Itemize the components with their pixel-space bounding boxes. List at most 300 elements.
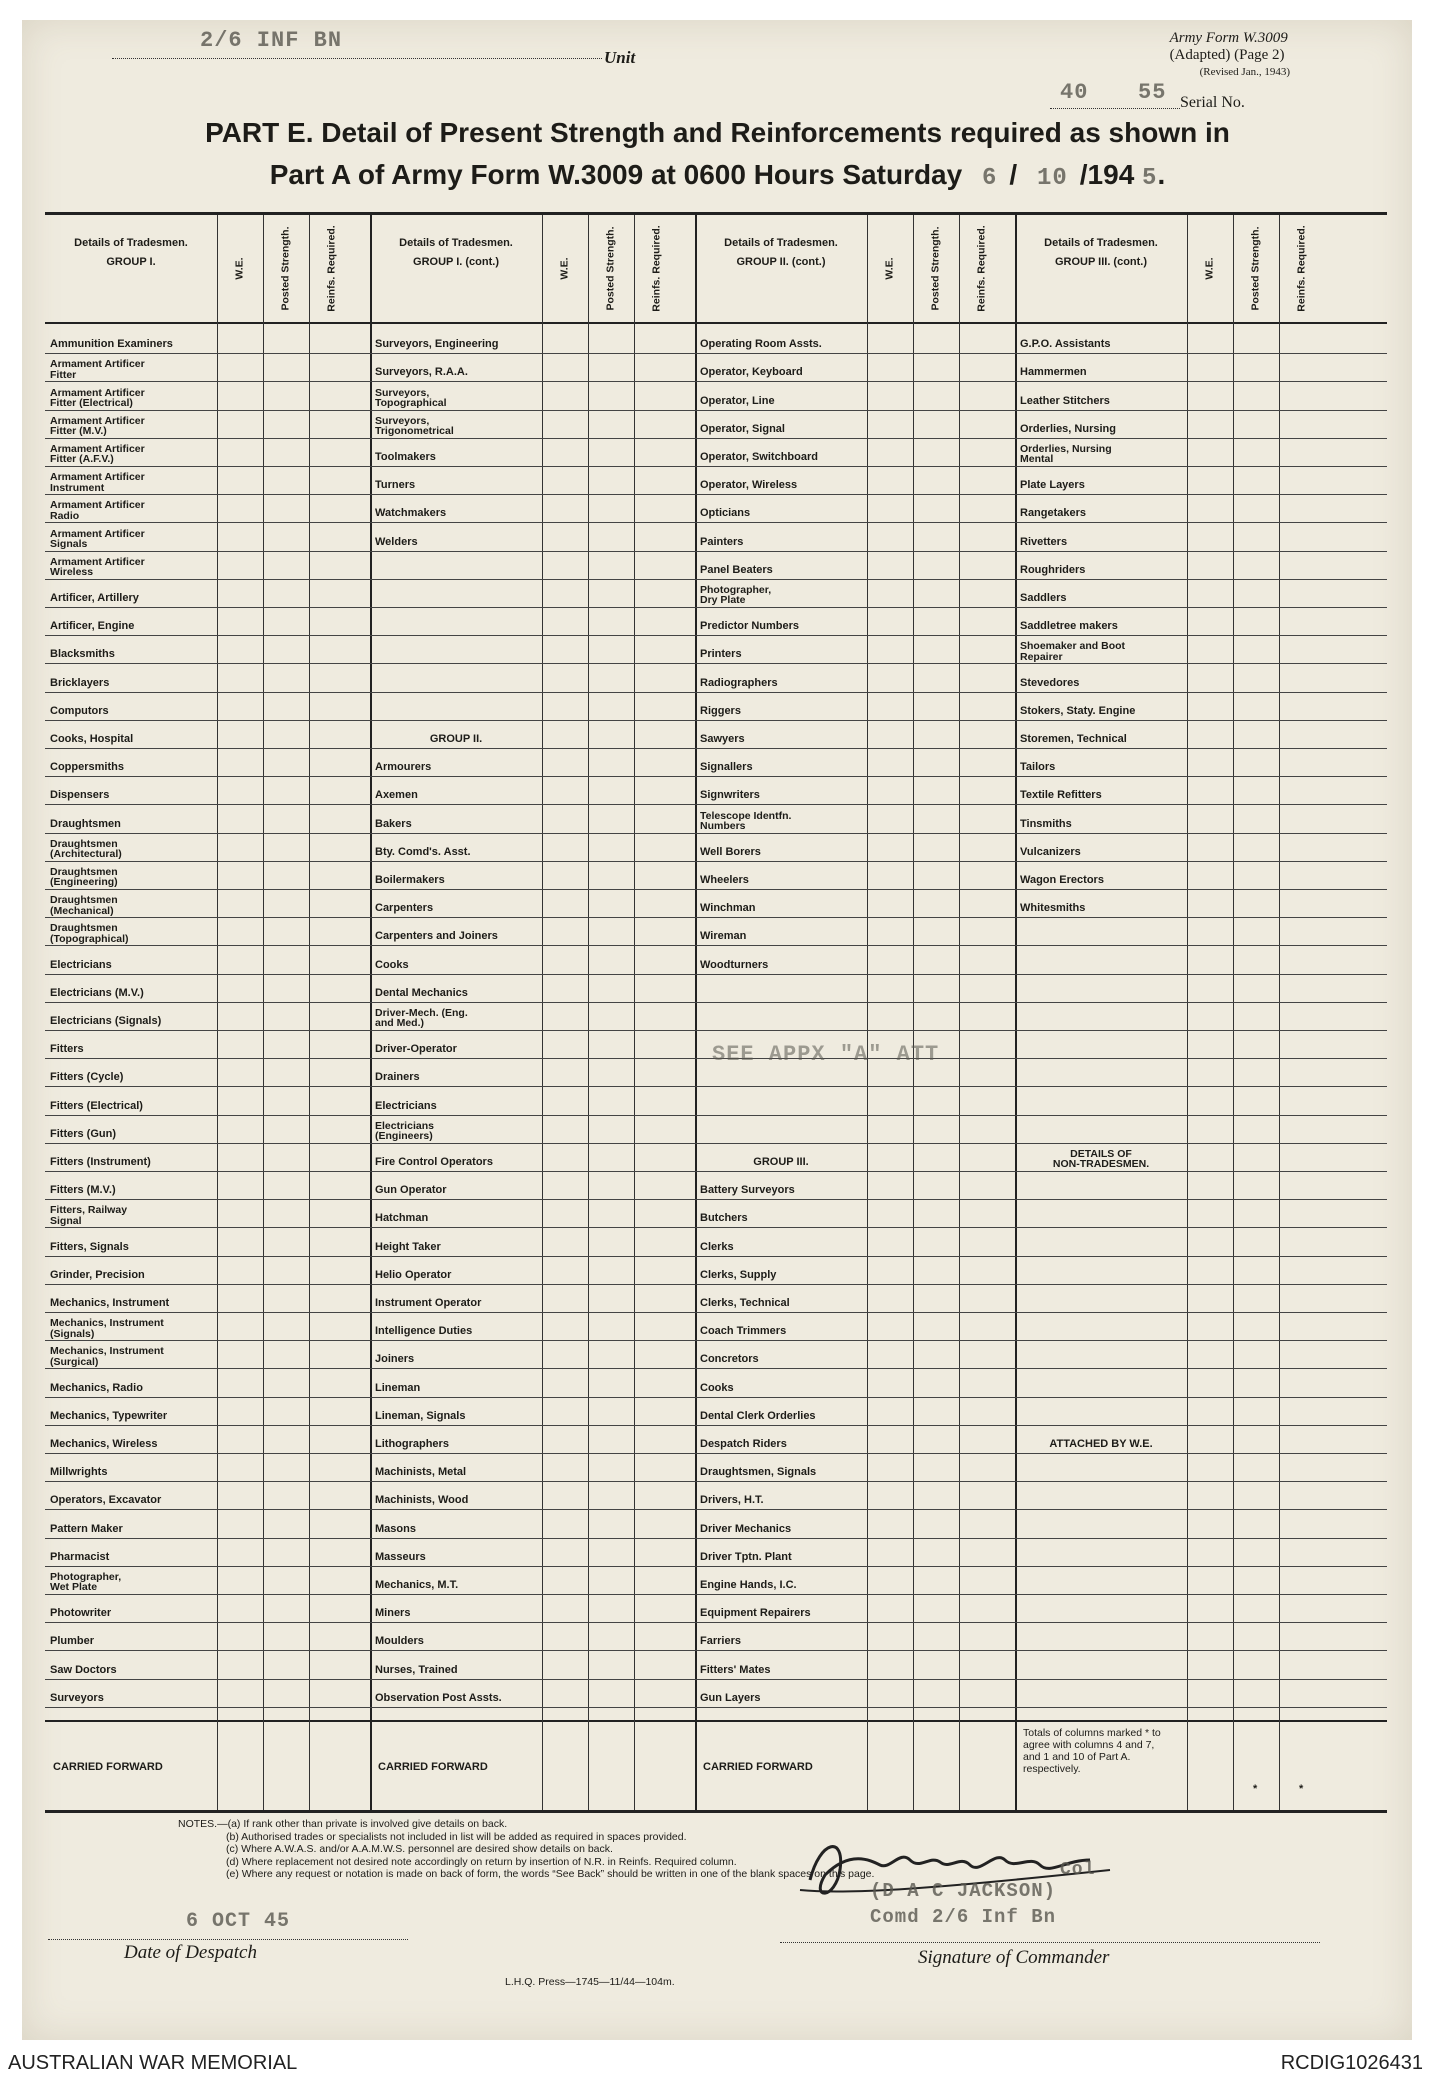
c2-row-label: Toolmakers xyxy=(375,450,436,463)
c4-row-label: Wagon Erectors xyxy=(1020,873,1104,886)
signature-label: Signature of Commander xyxy=(918,1947,1110,1968)
c2-row-label: Masons xyxy=(375,1522,416,1535)
c3-carried-forward: CARRIED FORWARD xyxy=(703,1761,813,1773)
c1-row xyxy=(45,1312,370,1341)
c2-we-header: W.E. xyxy=(558,257,571,280)
form-adapted: (Adapted) (Page 2) xyxy=(1169,47,1285,63)
c4-row-label: Whitesmiths xyxy=(1020,902,1086,915)
c1-group: GROUP I. xyxy=(106,256,156,268)
c3-row xyxy=(695,748,1015,777)
c1-row-label: Mechanics, Instrument xyxy=(50,1296,170,1309)
c4-row xyxy=(1015,1115,1387,1144)
c1-row xyxy=(45,1453,370,1482)
c2-row-label: Machinists, Wood xyxy=(375,1494,469,1507)
c1-row-label: Armament Artificer Radio xyxy=(50,499,145,522)
c1-row-label: Pharmacist xyxy=(50,1550,110,1563)
c3-row-label: Equipment Repairers xyxy=(700,1607,811,1620)
form-name: Army Form W.3009 xyxy=(1169,30,1288,46)
date-end: . xyxy=(1157,159,1166,190)
c4-row-label: Hammermen xyxy=(1020,366,1087,379)
c2-row xyxy=(370,1481,695,1510)
c1-row xyxy=(45,325,370,354)
stamp-note: SEE APPX "A" ATT xyxy=(712,1042,940,1067)
c3-row-label: GROUP III. xyxy=(753,1155,809,1168)
c3-row-label: Riggers xyxy=(700,704,741,717)
c1-row-label: Fitters (Electrical) xyxy=(50,1099,143,1112)
c4-row xyxy=(1015,1227,1387,1256)
c3-header xyxy=(705,237,857,269)
c1-row-label: Pattern Maker xyxy=(50,1522,123,1535)
c1-row-label: Armament Artificer Instrument xyxy=(50,471,145,494)
c4-row xyxy=(1015,494,1387,523)
c1-row-label: Blacksmiths xyxy=(50,648,115,661)
c2-row-label: Surveyors, Topographical xyxy=(375,386,447,410)
c1-row xyxy=(45,1058,370,1087)
c1-row-label: Electricians (M.V.) xyxy=(50,986,144,999)
c3-row-label: Operator, Signal xyxy=(700,422,785,435)
c2-row-label: Cooks xyxy=(375,958,409,971)
c2-row xyxy=(370,748,695,777)
c2-row xyxy=(370,1538,695,1567)
c4-row xyxy=(1015,776,1387,805)
c2-row-label: Bty. Comd's. Asst. xyxy=(375,845,471,858)
printer-imprint: L.H.Q. Press—1745—11/44—104m. xyxy=(505,1976,675,1988)
c2-posted-header: Posted Strength. xyxy=(604,226,617,311)
c2-row-label: Surveyors, Engineering xyxy=(375,338,499,351)
c1-row-label: Electricians (Signals) xyxy=(50,1014,162,1027)
c3-row xyxy=(695,833,1015,862)
c2-row xyxy=(370,1199,695,1228)
c4-row xyxy=(1015,1312,1387,1341)
c1-row-label: Fitters (Cycle) xyxy=(50,1071,124,1084)
c3-row xyxy=(695,522,1015,551)
c2-row-label: Drainers xyxy=(375,1071,420,1084)
c4-row xyxy=(1015,748,1387,777)
c2-row-label: Watchmakers xyxy=(375,507,447,520)
c4-row xyxy=(1015,353,1387,382)
c3-row xyxy=(695,1256,1015,1285)
c3-row-label: Signwriters xyxy=(700,789,760,802)
c3-row xyxy=(695,1509,1015,1538)
c3-row xyxy=(695,325,1015,354)
c4-row-label: G.P.O. Assistants xyxy=(1020,338,1111,351)
signature-rank: Col xyxy=(1060,1860,1096,1880)
archive-right: RCDIG1026431 xyxy=(1280,2052,1423,2074)
c2-row xyxy=(370,1256,695,1285)
c4-row xyxy=(1015,1171,1387,1200)
c1-row xyxy=(45,1199,370,1228)
c3-row xyxy=(695,1115,1015,1144)
c3-row xyxy=(695,1284,1015,1313)
c3-row-label: Drivers, H.T. xyxy=(700,1494,764,1507)
c2-row xyxy=(370,1453,695,1482)
c1-row-label: Millwrights xyxy=(50,1466,108,1479)
c3-row xyxy=(695,1566,1015,1595)
c2-row-label: Lithographers xyxy=(375,1437,449,1450)
c2-row xyxy=(370,353,695,382)
c1-row xyxy=(45,494,370,523)
c4-row xyxy=(1015,1538,1387,1567)
c1-row xyxy=(45,945,370,974)
c3-row xyxy=(695,1340,1015,1369)
c3-row xyxy=(695,381,1015,410)
c1-row-label: Dispensers xyxy=(50,789,110,802)
c2-row xyxy=(370,945,695,974)
c3-row xyxy=(695,1425,1015,1454)
c4-row-label: DETAILS OF NON-TRADESMEN. xyxy=(1052,1147,1150,1171)
c2-row-label: Joiners xyxy=(375,1353,415,1366)
date-month: 10 xyxy=(1036,165,1068,192)
c3-row-label: Operating Room Assts. xyxy=(700,338,822,351)
c3-heading: Details of Tradesmen. xyxy=(724,237,838,249)
c3-row-label: Operator, Switchboard xyxy=(700,450,818,463)
page-title xyxy=(0,112,1435,200)
c1-row-label: Mechanics, Wireless xyxy=(50,1437,158,1450)
c1-row-label: Mechanics, Instrument (Signals) xyxy=(50,1317,164,1340)
c3-row xyxy=(695,551,1015,580)
c2-row xyxy=(370,1368,695,1397)
despatch-dotline xyxy=(48,1939,408,1940)
c3-row-label: Driver Tptn. Plant xyxy=(700,1550,792,1563)
c3-row xyxy=(695,1538,1015,1567)
c4-row xyxy=(1015,1650,1387,1679)
c4-row xyxy=(1015,692,1387,721)
c3-row-label: Signallers xyxy=(700,761,753,774)
c4-row-label: Shoemaker and Boot Repairer xyxy=(1020,640,1126,663)
c1-row-label: Armament Artificer Signals xyxy=(50,527,145,551)
c3-row-label: Clerks, Technical xyxy=(700,1296,790,1309)
c1-row-label: Operators, Excavator xyxy=(50,1494,162,1507)
signature-command: Comd 2/6 Inf Bn xyxy=(870,1906,1057,1928)
signature-name: (D A C JACKSON) xyxy=(870,1880,1057,1902)
c4-row-label: ATTACHED BY W.E. xyxy=(1049,1437,1153,1450)
c4-header xyxy=(1025,237,1177,269)
c4-row-label: Plate Layers xyxy=(1020,479,1085,492)
c2-row xyxy=(370,466,695,495)
c2-row-label: Surveyors, Trigonometrical xyxy=(375,414,454,438)
c1-row-label: Armament Artificer Fitter (M.V.) xyxy=(50,414,145,438)
c4-row xyxy=(1015,1368,1387,1397)
c3-row xyxy=(695,861,1015,890)
c1-row xyxy=(45,1594,370,1623)
signature-dotline xyxy=(780,1942,1320,1943)
date-slash: / xyxy=(1009,159,1018,190)
c1-row xyxy=(45,1622,370,1651)
title-line-1: PART E. Detail of Present Strength and Reinforcements required as shown in xyxy=(205,117,1230,148)
c1-row xyxy=(45,635,370,664)
c4-we-header: W.E. xyxy=(1203,257,1216,280)
c2-row xyxy=(370,1030,695,1059)
c3-row xyxy=(695,1199,1015,1228)
strength-table xyxy=(45,212,1387,1813)
c2-row xyxy=(370,1425,695,1454)
c3-row-label: Coach Trimmers xyxy=(700,1325,787,1338)
c4-row xyxy=(1015,1453,1387,1482)
c1-row-label: Grinder, Precision xyxy=(50,1268,145,1281)
c1-posted-header: Posted Strength. xyxy=(279,226,292,311)
c3-row-label: Printers xyxy=(700,648,742,661)
c3-row xyxy=(695,1594,1015,1623)
c1-row-label: Bricklayers xyxy=(50,676,110,689)
c2-row xyxy=(370,804,695,833)
c2-row xyxy=(370,1086,695,1115)
c2-header xyxy=(380,237,532,269)
c1-row-label: Electricians xyxy=(50,958,112,971)
c1-row-label: Mechanics, Radio xyxy=(50,1381,143,1394)
c3-reinfs-header: Reinfs. Required. xyxy=(975,225,988,312)
c3-row-label: Winchman xyxy=(700,902,756,915)
c1-row xyxy=(45,1227,370,1256)
c2-row-label: Boilermakers xyxy=(375,873,445,886)
c1-row xyxy=(45,1397,370,1426)
c2-row xyxy=(370,833,695,862)
c3-row xyxy=(695,466,1015,495)
c1-row-label: Fitters xyxy=(50,1043,84,1056)
c4-row xyxy=(1015,1425,1387,1454)
c2-row-label: Intelligence Duties xyxy=(375,1325,473,1338)
c1-row xyxy=(45,663,370,692)
c4-row xyxy=(1015,381,1387,410)
c4-row xyxy=(1015,1030,1387,1059)
c2-row-label: Bakers xyxy=(375,817,412,830)
c3-row xyxy=(695,1086,1015,1115)
c2-row xyxy=(370,1002,695,1031)
c2-row-label: Nurses, Trained xyxy=(375,1663,458,1676)
c2-row-label: GROUP II. xyxy=(429,732,483,745)
c2-row xyxy=(370,325,695,354)
c3-row-label: Wheelers xyxy=(700,873,749,886)
c2-row-label: Turners xyxy=(375,479,416,492)
c1-row xyxy=(45,1171,370,1200)
c1-row xyxy=(45,720,370,749)
c1-row-label: Draughtsmen (Architectural) xyxy=(50,837,122,861)
c4-row xyxy=(1015,1199,1387,1228)
c3-row xyxy=(695,1171,1015,1200)
c4-row xyxy=(1015,1622,1387,1651)
c2-row xyxy=(370,1650,695,1679)
c4-row-label: Saddletree makers xyxy=(1020,620,1118,633)
c3-row xyxy=(695,607,1015,636)
c4-row xyxy=(1015,1002,1387,1031)
despatch-label: Date of Despatch xyxy=(124,1942,257,1963)
serial-value-b: 55 xyxy=(1138,80,1167,105)
c4-row-label: Orderlies, Nursing xyxy=(1020,422,1116,435)
c4-row-label: Tailors xyxy=(1020,761,1056,774)
c4-row xyxy=(1015,522,1387,551)
c4-row-label: Vulcanizers xyxy=(1020,845,1081,858)
c1-row xyxy=(45,1002,370,1031)
c1-row xyxy=(45,776,370,805)
total-star: * xyxy=(1299,1783,1304,1795)
c2-row xyxy=(370,1679,695,1708)
c1-row-label: Armament Artificer Wireless xyxy=(50,555,145,579)
unit-label: Unit xyxy=(604,48,636,67)
c2-row xyxy=(370,692,695,721)
c1-carried-forward: CARRIED FORWARD xyxy=(53,1761,163,1773)
c2-row-label: Axemen xyxy=(375,789,418,802)
c4-row xyxy=(1015,1143,1387,1172)
c1-row xyxy=(45,1481,370,1510)
c3-row xyxy=(695,635,1015,664)
header-divider xyxy=(45,322,1387,324)
c2-row-label: Welders xyxy=(375,535,418,548)
c3-row-label: Woodturners xyxy=(700,958,769,971)
c4-row-label: Tinsmiths xyxy=(1020,817,1072,830)
c2-row-label: Dental Mechanics xyxy=(375,986,468,999)
note-d: (d) Where replacement not desired note accordingly on return by insertion of N.R. in Reinfs. Required column. xyxy=(226,1855,737,1868)
c4-row xyxy=(1015,1340,1387,1369)
c4-row-label: Rangetakers xyxy=(1020,507,1087,520)
c4-row xyxy=(1015,1594,1387,1623)
c1-row-label: Cooks, Hospital xyxy=(50,732,134,745)
c3-row-label: Concretors xyxy=(700,1353,759,1366)
unit-dotline xyxy=(112,58,602,59)
c3-row xyxy=(695,410,1015,439)
c2-row xyxy=(370,494,695,523)
c4-row-label: Storemen, Technical xyxy=(1020,732,1127,745)
c2-row xyxy=(370,1284,695,1313)
c3-we-header: W.E. xyxy=(883,257,896,280)
date-year-prefix: /194 xyxy=(1079,159,1135,190)
c1-row xyxy=(45,1340,370,1369)
c3-row xyxy=(695,917,1015,946)
c4-row xyxy=(1015,607,1387,636)
c3-row xyxy=(695,353,1015,382)
serial-value-a: 40 xyxy=(1060,80,1089,105)
c4-row xyxy=(1015,551,1387,580)
title-line-2-text: Part A of Army Form W.3009 at 0600 Hours Saturday xyxy=(269,159,963,190)
c2-reinfs-header: Reinfs. Required. xyxy=(650,225,663,312)
c4-row-label: Roughriders xyxy=(1020,563,1086,576)
c1-row xyxy=(45,381,370,410)
c1-header xyxy=(55,237,207,269)
c1-row-label: Mechanics, Typewriter xyxy=(50,1409,168,1422)
c1-row xyxy=(45,551,370,580)
c3-row-label: Gun Layers xyxy=(700,1691,761,1704)
c2-row xyxy=(370,607,695,636)
notes-block xyxy=(178,1818,874,1881)
c3-row-label: Photographer, Dry Plate xyxy=(700,583,772,607)
c3-row-label: Butchers xyxy=(700,1212,748,1225)
c2-row-label: Moulders xyxy=(375,1635,424,1648)
c2-row xyxy=(370,522,695,551)
c1-row xyxy=(45,1086,370,1115)
c2-row-label: Carpenters xyxy=(375,902,434,915)
c3-row xyxy=(695,945,1015,974)
c1-row-label: Fitters (Gun) xyxy=(50,1127,116,1140)
c1-row-label: Armament Artificer Fitter xyxy=(50,358,145,381)
c3-row-label: Operator, Wireless xyxy=(700,479,798,492)
total-star: * xyxy=(1253,1783,1258,1795)
c3-row-label: Predictor Numbers xyxy=(700,620,800,633)
c3-row xyxy=(695,889,1015,918)
c2-row xyxy=(370,917,695,946)
c1-row xyxy=(45,748,370,777)
c3-row-label: Engine Hands, I.C. xyxy=(700,1578,797,1591)
c1-row-label: Draughtsmen xyxy=(50,817,121,830)
c3-row xyxy=(695,1453,1015,1482)
c1-row xyxy=(45,607,370,636)
c4-row-label: Saddlers xyxy=(1020,591,1067,604)
c4-row xyxy=(1015,1058,1387,1087)
despatch-date: 6 OCT 45 xyxy=(186,1910,291,1933)
c2-row-label: Miners xyxy=(375,1607,411,1620)
c3-row-label: Telescope Identfn. Numbers xyxy=(700,809,792,833)
c3-row xyxy=(695,1679,1015,1708)
c3-row xyxy=(695,1368,1015,1397)
c3-row xyxy=(695,494,1015,523)
c2-row xyxy=(370,1509,695,1538)
c3-row-label: Fitters' Mates xyxy=(700,1663,771,1676)
c3-row xyxy=(695,1143,1015,1172)
c2-row xyxy=(370,438,695,467)
c2-row-label: Helio Operator xyxy=(375,1268,452,1281)
c1-row-label: Saw Doctors xyxy=(50,1663,117,1676)
c1-row xyxy=(45,1115,370,1144)
c2-row-label: Electricians (Engineers) xyxy=(375,1119,434,1143)
c3-row-label: Sawyers xyxy=(700,732,745,745)
c1-row-label: Draughtsmen (Engineering) xyxy=(50,865,118,889)
c2-row-label: Driver-Operator xyxy=(375,1043,457,1056)
c2-row-label: Lineman xyxy=(375,1381,421,1394)
c1-row xyxy=(45,1650,370,1679)
c4-row xyxy=(1015,1509,1387,1538)
c3-row-label: Operator, Line xyxy=(700,394,775,407)
archive-bar xyxy=(0,2044,1435,2082)
c1-row-label: Armament Artificer Fitter (Electrical) xyxy=(50,386,145,410)
c1-row-label: Plumber xyxy=(50,1635,95,1648)
c1-row-label: Fitters (M.V.) xyxy=(50,1184,116,1197)
note-c: (c) Where A.W.A.S. and/or A.A.M.W.S. personnel are desired show details on back. xyxy=(226,1843,613,1855)
c1-row-label: Mechanics, Instrument (Surgical) xyxy=(50,1345,164,1368)
c3-row-label: Farriers xyxy=(700,1635,741,1648)
c1-row-label: Surveyors xyxy=(50,1691,104,1704)
c3-row xyxy=(695,804,1015,833)
c4-row-label: Rivetters xyxy=(1020,535,1068,548)
c4-row xyxy=(1015,325,1387,354)
c1-row xyxy=(45,1030,370,1059)
c3-row xyxy=(695,1650,1015,1679)
c3-row-label: Clerks xyxy=(700,1240,734,1253)
c1-row xyxy=(45,1284,370,1313)
c4-row xyxy=(1015,1086,1387,1115)
c1-row-label: Photographer, Wet Plate xyxy=(50,1570,122,1594)
c3-row-label: Wireman xyxy=(700,930,747,943)
c4-row xyxy=(1015,1397,1387,1426)
c2-row xyxy=(370,974,695,1003)
form-revised: (Revised Jan., 1943) xyxy=(1199,66,1290,78)
c4-group: GROUP III. (cont.) xyxy=(1054,256,1148,268)
note-b: (b) Authorised trades or specialists not included in list will be added as required in spaces provided. xyxy=(226,1830,687,1843)
c1-row xyxy=(45,1679,370,1708)
c2-row-label: Lineman, Signals xyxy=(375,1409,466,1422)
c2-row-label: Surveyors, R.A.A. xyxy=(375,366,468,379)
date-day: 6 xyxy=(981,165,998,192)
c3-posted-header: Posted Strength. xyxy=(929,226,942,311)
c2-row-label: Masseurs xyxy=(375,1550,426,1563)
c4-row-label: Stevedores xyxy=(1020,676,1080,689)
c4-row xyxy=(1015,1481,1387,1510)
c2-row xyxy=(370,1566,695,1595)
c3-row xyxy=(695,663,1015,692)
c1-row xyxy=(45,861,370,890)
c4-row-label: Stokers, Staty. Engine xyxy=(1020,704,1136,717)
c4-row xyxy=(1015,917,1387,946)
c3-row xyxy=(695,1481,1015,1510)
c3-row-label: Despatch Riders xyxy=(700,1437,787,1450)
c1-row-label: Ammunition Examiners xyxy=(50,338,173,351)
c1-row-label: Photowriter xyxy=(50,1607,112,1620)
